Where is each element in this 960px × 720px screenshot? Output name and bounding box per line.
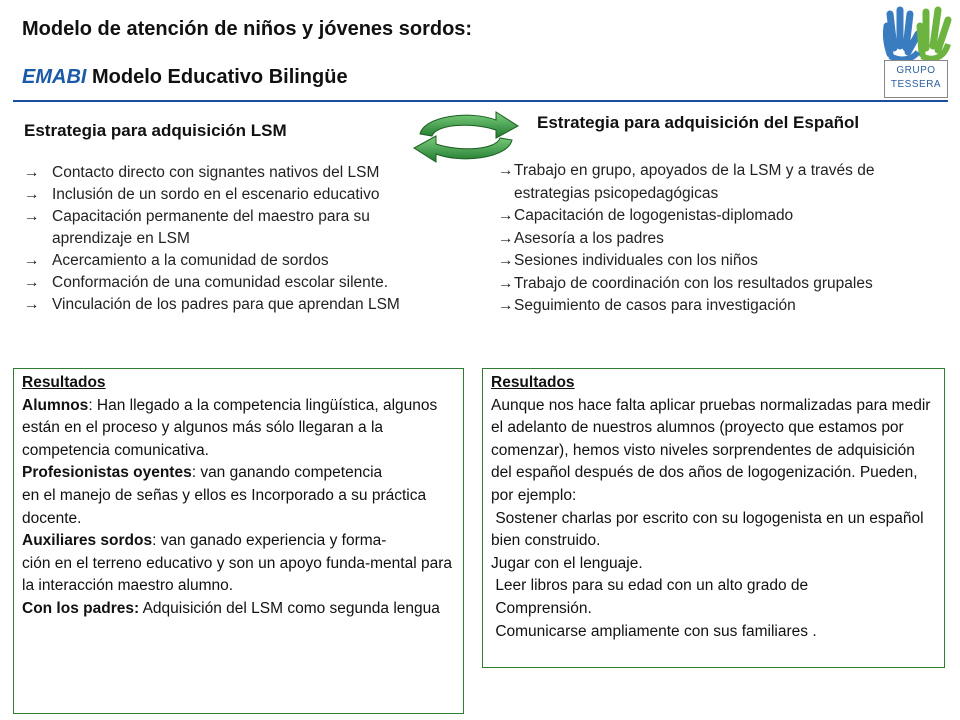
list-item-text: Capacitación de logogenistas-diplomado [514,207,794,224]
results-text-profesionistas-2: en el manejo de señas y ellos es Incorporado a su práctica docente. [22,486,427,527]
arrow-icon: → [498,162,514,179]
results-line: Comunicarse ampliamente con sus familiares . [491,622,817,640]
list-item [498,273,914,296]
lsm-strategy-list [24,162,454,316]
arrow-icon: → [24,186,40,203]
results-body: Aunque nos hace falta aplicar pruebas normalizadas para medir el adelanto de nuestros alumnos (proyecto que estamos por comenzar), hemos visto niveles sorprendentes de adquisición del español después de dos años de logogenización. Pueden, por ejemplo: [491,396,931,504]
results-text-padres: Adquisición del LSM como segunda lengua [139,599,440,617]
spanish-strategy-heading: Estrategia para adquisición del Español [537,113,860,132]
logo-text-tessera: TESSERA [890,79,942,90]
list-item-text: Asesoría a los padres [514,229,664,247]
arrow-icon: → [498,207,514,224]
results-text-auxiliares-2: ción en el terreno educativo y son un apoyo funda-mental para la interacción maestro alumno. [22,554,452,595]
logo-label-frame [884,60,948,98]
results-line: Sostener charlas por escrito con su logogenista en un español bien construido. [491,509,928,550]
list-item [498,295,938,318]
list-item-text: Sesiones individuales con los niños [514,252,758,269]
results-line: Comprensión. [491,599,592,617]
arrow-icon: → [24,296,40,313]
results-label-alumnos: Alumnos [22,396,89,414]
list-item-text: Inclusión de un sordo en el escenario educativo [52,186,380,203]
hands-logo-icon [878,4,956,62]
header-rule [13,100,948,102]
list-item-text: Vinculación de los padres para que aprendan LSM [52,296,400,313]
list-item [498,228,938,251]
results-heading: Resultados [491,374,575,391]
list-item-text: Acercamiento a la comunidad de sordos [52,252,329,269]
results-label-profesionistas: Profesionistas oyentes [22,464,192,482]
list-item-text: Trabajo de coordinación con los resultados grupales [514,274,873,292]
list-item [24,250,454,272]
subtitle-acronym: EMABI [22,66,87,88]
results-heading: Resultados [22,374,106,391]
page-subtitle [22,66,348,89]
list-item-text: Seguimiento de casos para investigación [514,297,796,314]
arrow-icon: → [498,252,514,269]
results-line: Jugar con el lenguaje. [491,554,643,572]
lsm-strategy-heading: Estrategia para adquisición LSM [24,121,287,140]
arrow-icon: → [24,208,40,225]
list-item [498,205,938,228]
results-box-left [13,368,464,714]
list-item [24,294,452,316]
page-title: Modelo de atención de niños y jóvenes sordos: [22,18,473,40]
cycle-arrows-icon [410,108,522,166]
list-item [24,162,454,184]
list-item [24,184,454,206]
list-item [24,272,402,294]
arrow-icon: → [498,274,514,292]
results-line: Leer libros para su edad con un alto grado de [491,577,809,595]
results-text-alumnos: : Han llegado a la competencia lingüística, algunos están en el proceso y algunos más sólo llegaran a la competencia comunicativa. [22,396,438,459]
arrow-icon: → [24,274,40,291]
results-text-auxiliares: : van ganado experiencia y forma- [152,532,387,550]
list-item [24,206,412,250]
arrow-icon: → [24,252,40,269]
grupo-tessera-logo [878,4,956,100]
list-item-text: Capacitación permanente del maestro para su aprendizaje en LSM [52,208,370,247]
results-label-auxiliares: Auxiliares sordos [22,532,153,550]
list-item-text: Trabajo en grupo, apoyados de la LSM y a través de estrategias psicopedagógicas [514,162,875,202]
results-box-right [482,368,945,668]
list-item-text: Conformación de una comunidad escolar silente. [52,274,389,291]
arrow-icon: → [24,164,40,181]
list-item [498,250,938,273]
results-text-profesionistas: : van ganando competencia [191,464,383,482]
arrow-icon: → [498,229,514,247]
logo-text-grupo: GRUPO [896,65,936,76]
results-label-padres: Con los padres: [22,599,140,617]
list-item-text: Contacto directo con signantes nativos del LSM [52,164,380,181]
spanish-strategy-list [498,160,938,318]
list-item [498,160,938,205]
arrow-icon: → [498,297,514,314]
subtitle-text: Modelo Educativo Bilingüe [86,66,348,88]
